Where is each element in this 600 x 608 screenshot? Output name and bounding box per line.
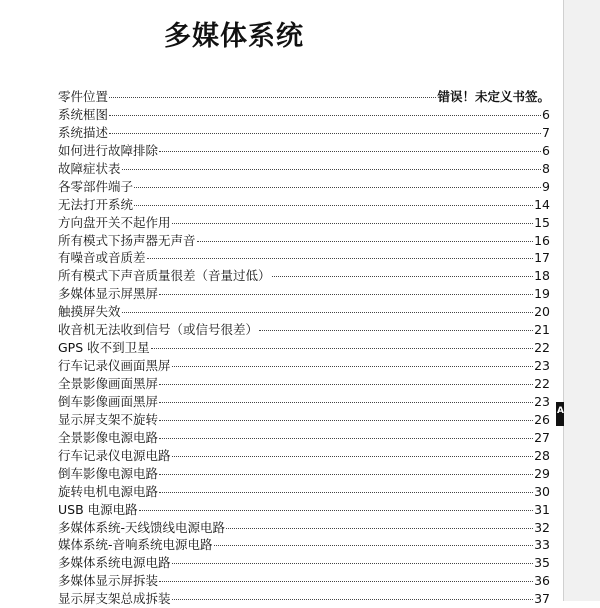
toc-entry-label: GPS 收不到卫星 bbox=[58, 340, 150, 356]
toc-entry[interactable] bbox=[58, 501, 550, 519]
toc-entry[interactable] bbox=[58, 411, 550, 429]
toc-entry[interactable] bbox=[58, 142, 550, 160]
toc-entry-page-number: 20 bbox=[534, 304, 550, 320]
toc-entry-label: 零件位置 bbox=[58, 89, 109, 104]
toc-entry[interactable] bbox=[58, 214, 550, 232]
toc-entry-page-number: 22 bbox=[534, 340, 550, 356]
toc-entry[interactable] bbox=[58, 267, 550, 285]
toc-entry-label: 系统描述 bbox=[58, 124, 109, 140]
toc-entry[interactable] bbox=[58, 232, 550, 250]
toc-dot-leader bbox=[159, 474, 533, 475]
toc-entry-page-number: 28 bbox=[534, 447, 550, 463]
section-side-tab bbox=[556, 402, 564, 426]
toc-entry-page-number: 6 bbox=[542, 106, 550, 122]
toc-dot-leader bbox=[159, 151, 541, 152]
toc-entry-page-number: 6 bbox=[542, 142, 550, 158]
toc-dot-leader bbox=[159, 402, 533, 403]
toc-entry[interactable] bbox=[58, 572, 550, 590]
toc-entry-label: USB 电源电路 bbox=[58, 501, 138, 517]
toc-entry[interactable] bbox=[58, 536, 550, 554]
toc-entry-label: 如何进行故障排除 bbox=[58, 142, 159, 158]
toc-entry[interactable] bbox=[58, 447, 550, 465]
toc-entry-page-number: 30 bbox=[534, 483, 550, 499]
toc-entry-page-number: 33 bbox=[534, 537, 550, 553]
toc-entry[interactable] bbox=[58, 285, 550, 303]
toc-entry-label: 各零部件端子 bbox=[58, 178, 134, 194]
toc-dot-leader bbox=[122, 312, 534, 313]
toc-entry-page-number: 16 bbox=[534, 232, 550, 248]
toc-entry-page-number: 29 bbox=[534, 465, 550, 481]
toc-dot-leader bbox=[172, 599, 534, 600]
toc-entry-label: 媒体系统-音响系统电源电路 bbox=[58, 537, 213, 553]
toc-entry-label: 行车记录仪画面黑屏 bbox=[58, 358, 171, 374]
toc-entry[interactable] bbox=[58, 178, 550, 196]
toc-dot-leader bbox=[159, 294, 533, 295]
toc-entry-page-number: 35 bbox=[534, 555, 550, 571]
toc-dot-leader bbox=[172, 366, 534, 367]
toc-entry[interactable] bbox=[58, 375, 550, 393]
toc-entry-page-number: 错误！未定义书签。 bbox=[437, 89, 550, 104]
toc-entry-page-number: 36 bbox=[534, 573, 550, 589]
toc-entry[interactable] bbox=[58, 357, 550, 375]
toc-entry-page-number: 27 bbox=[534, 429, 550, 445]
toc-dot-leader bbox=[109, 133, 541, 134]
viewer-gutter bbox=[564, 0, 600, 601]
toc-entry[interactable] bbox=[58, 249, 550, 267]
table-of-contents bbox=[58, 88, 550, 608]
toc-entry-label: 无法打开系统 bbox=[58, 196, 134, 212]
toc-entry-page-number: 14 bbox=[534, 196, 550, 212]
toc-entry-page-number: 32 bbox=[534, 519, 550, 535]
toc-dot-leader bbox=[159, 438, 533, 439]
toc-dot-leader bbox=[139, 510, 533, 511]
toc-entry-page-number: 18 bbox=[534, 268, 550, 284]
toc-entry[interactable] bbox=[58, 124, 550, 142]
toc-entry[interactable] bbox=[58, 196, 550, 214]
toc-entry-label: 全景影像画面黑屏 bbox=[58, 376, 159, 391]
toc-entry-page-number: 31 bbox=[534, 501, 550, 517]
toc-entry-page-number: 17 bbox=[534, 250, 550, 266]
toc-entry-label: 多媒体系统-天线馈线电源电路 bbox=[58, 519, 226, 535]
toc-entry-page-number: 23 bbox=[534, 358, 550, 374]
toc-dot-leader bbox=[197, 241, 534, 242]
toc-dot-leader bbox=[134, 205, 533, 206]
toc-entry[interactable] bbox=[58, 393, 550, 411]
toc-entry-label: 触摸屏失效 bbox=[58, 304, 121, 320]
toc-dot-leader bbox=[259, 330, 533, 331]
toc-entry[interactable] bbox=[58, 465, 550, 483]
toc-entry-page-number: 7 bbox=[542, 124, 550, 140]
toc-dot-leader bbox=[109, 115, 541, 116]
toc-entry-page-number: 26 bbox=[534, 411, 550, 427]
toc-entry-label: 系统框图 bbox=[58, 106, 109, 122]
toc-entry-label: 多媒体系统电源电路 bbox=[58, 555, 171, 571]
toc-entry-label: 故障症状表 bbox=[58, 160, 121, 176]
toc-entry-label: 行车记录仪电源电路 bbox=[58, 447, 171, 463]
toc-entry-page-number: 15 bbox=[534, 214, 550, 230]
toc-entry[interactable] bbox=[58, 339, 550, 357]
toc-entry-label: 全景影像电源电路 bbox=[58, 429, 159, 445]
toc-dot-leader bbox=[159, 492, 533, 493]
toc-entry[interactable] bbox=[58, 106, 550, 124]
toc-entry[interactable] bbox=[58, 303, 550, 321]
toc-entry-label: 方向盘开关不起作用 bbox=[58, 214, 171, 230]
toc-dot-leader bbox=[151, 348, 533, 349]
toc-entry-label: 所有模式下声音质量很差（音量过低） bbox=[58, 268, 271, 284]
toc-entry-label: 收音机无法收到信号（或信号很差） bbox=[58, 322, 259, 338]
toc-dot-leader bbox=[134, 187, 541, 188]
toc-entry[interactable] bbox=[58, 321, 550, 339]
toc-entry-page-number: 23 bbox=[534, 393, 550, 409]
toc-entry-page-number: 8 bbox=[542, 160, 550, 176]
toc-entry[interactable] bbox=[58, 88, 550, 106]
section-side-tab-letter: A bbox=[557, 406, 564, 416]
toc-entry-page-number: 22 bbox=[534, 376, 550, 391]
toc-entry-label: 倒车影像画面黑屏 bbox=[58, 393, 159, 409]
toc-entry[interactable] bbox=[58, 519, 550, 537]
toc-dot-leader bbox=[159, 384, 533, 385]
toc-dot-leader bbox=[214, 545, 534, 546]
toc-entry-label: 所有模式下扬声器无声音 bbox=[58, 232, 196, 248]
toc-dot-leader bbox=[159, 420, 533, 421]
toc-entry-label: 多媒体显示屏拆装 bbox=[58, 573, 159, 589]
toc-dot-leader bbox=[172, 223, 534, 224]
toc-entry-label: 多媒体显示屏黑屏 bbox=[58, 286, 159, 302]
toc-entry-label: 倒车影像电源电路 bbox=[58, 465, 159, 481]
toc-dot-leader bbox=[159, 581, 533, 582]
toc-entry-page-number: 9 bbox=[542, 178, 550, 194]
toc-entry[interactable] bbox=[58, 160, 550, 178]
toc-dot-leader bbox=[272, 276, 534, 277]
toc-entry[interactable] bbox=[58, 590, 550, 608]
toc-entry-label: 显示屏支架总成拆装 bbox=[58, 591, 171, 607]
toc-dot-leader bbox=[172, 456, 534, 457]
toc-entry[interactable] bbox=[58, 483, 550, 501]
toc-entry[interactable] bbox=[58, 429, 550, 447]
toc-entry-page-number: 19 bbox=[534, 286, 550, 302]
page-title: 多媒体系统 bbox=[164, 21, 304, 52]
toc-dot-leader bbox=[172, 563, 534, 564]
toc-dot-leader bbox=[147, 258, 534, 259]
toc-entry-label: 有噪音或音质差 bbox=[58, 250, 146, 266]
toc-entry-page-number: 21 bbox=[534, 322, 550, 338]
toc-entry-label: 显示屏支架不旋转 bbox=[58, 411, 159, 427]
toc-entry-label: 旋转电机电源电路 bbox=[58, 483, 159, 499]
toc-dot-leader bbox=[109, 97, 436, 98]
toc-entry[interactable] bbox=[58, 554, 550, 572]
toc-dot-leader bbox=[226, 528, 533, 529]
toc-dot-leader bbox=[122, 169, 542, 170]
toc-entry-page-number: 37 bbox=[534, 591, 550, 607]
